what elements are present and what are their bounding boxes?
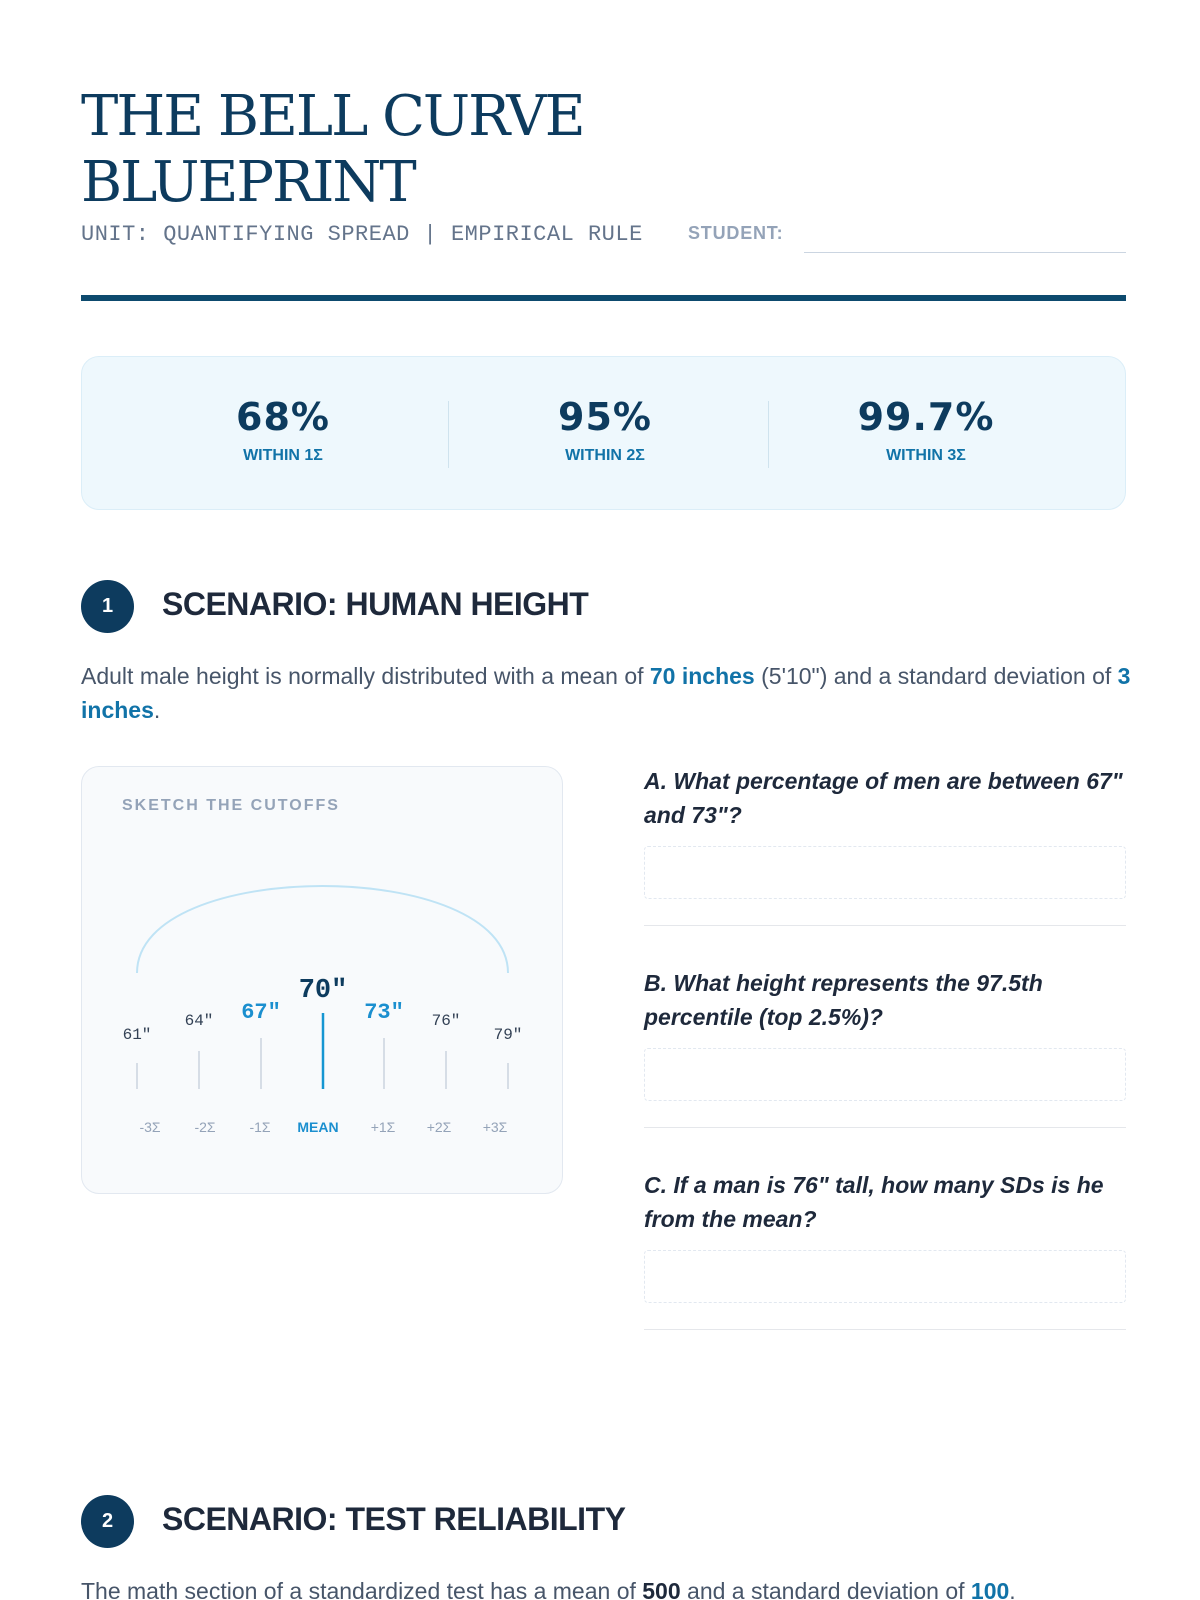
mean-value-label: 70": [298, 976, 348, 1006]
sketch-label: SKETCH THE CUTOFFS: [122, 797, 340, 814]
sketch-card: [81, 766, 563, 1194]
answer-box[interactable]: [644, 1048, 1126, 1101]
question-c: [644, 1168, 1129, 1330]
sigma-label: -3Σ: [139, 1119, 161, 1135]
bell-curve-sketch[interactable]: [82, 767, 564, 1195]
student-name-field[interactable]: [804, 252, 1126, 253]
question-text: B. What height represents the 97.5th percentile (top 2.5%)?: [644, 970, 1043, 1030]
question-a: [644, 764, 1129, 926]
sd-value: 100: [970, 1578, 1010, 1600]
answer-box[interactable]: [644, 1250, 1126, 1303]
sigma-label: -1Σ: [249, 1119, 271, 1135]
sigma-label: +3Σ: [482, 1119, 508, 1135]
sigma-label: -2Σ: [194, 1119, 216, 1135]
stat-99-7: [766, 397, 1086, 465]
question-text: A. What percentage of men are between 67" and 73"?: [644, 768, 1123, 828]
stat-value: 99.7%: [857, 395, 995, 439]
cutoff-value: 73": [364, 1000, 404, 1025]
stat-68: [123, 397, 443, 465]
sd-value: 3 inches: [81, 663, 1131, 723]
stat-95: [445, 397, 765, 465]
unit-subtitle: UNIT: QUANTIFYING SPREAD | EMPIRICAL RULE: [81, 222, 643, 247]
question-b: [644, 966, 1129, 1128]
scenario-description: Adult male height is normally distributed with a mean of 70 inches (5'10") and a standard deviation of 3 inches.: [81, 663, 1131, 723]
scenario-number-badge: 1: [81, 580, 134, 633]
mean-value: 70 inches: [649, 663, 755, 689]
sigma-label: +2Σ: [426, 1119, 452, 1135]
cutoff-value: 64": [184, 1012, 214, 1030]
cutoff-value: 79": [493, 1026, 523, 1044]
cutoff-value: 67": [241, 1000, 281, 1025]
mean-value: 500: [642, 1578, 681, 1600]
page-title: THE BELL CURVE BLUEPRINT: [81, 84, 584, 215]
stat-label: WITHIN 2Σ: [565, 447, 645, 464]
empirical-rule-panel: [81, 356, 1126, 510]
bell-curve-outline: [137, 886, 508, 973]
scenario-title: SCENARIO: TEST RELIABILITY: [162, 1501, 626, 1537]
scenario-number-badge: 2: [81, 1495, 134, 1548]
question-divider: [644, 1127, 1126, 1128]
sigma-label: +1Σ: [370, 1119, 396, 1135]
question-divider: [644, 925, 1126, 926]
header-divider: [81, 295, 1126, 301]
question-divider: [644, 1329, 1126, 1330]
stat-value: 68%: [236, 395, 330, 439]
stat-value: 95%: [558, 395, 652, 439]
scenario-title: SCENARIO: HUMAN HEIGHT: [162, 586, 589, 622]
student-label: STUDENT:: [688, 223, 784, 243]
question-text: C. If a man is 76" tall, how many SDs is he from the mean?: [644, 1172, 1104, 1232]
scenario-description: The math section of a standardized test has a mean of 500 and a standard deviation of 100.: [81, 1574, 1131, 1600]
cutoff-value: 76": [431, 1012, 461, 1030]
answer-box[interactable]: [644, 846, 1126, 899]
stat-label: WITHIN 3Σ: [886, 447, 966, 464]
sigma-label-mean: MEAN: [297, 1119, 339, 1135]
stat-label: WITHIN 1Σ: [243, 447, 323, 464]
cutoff-value: 61": [122, 1026, 152, 1044]
